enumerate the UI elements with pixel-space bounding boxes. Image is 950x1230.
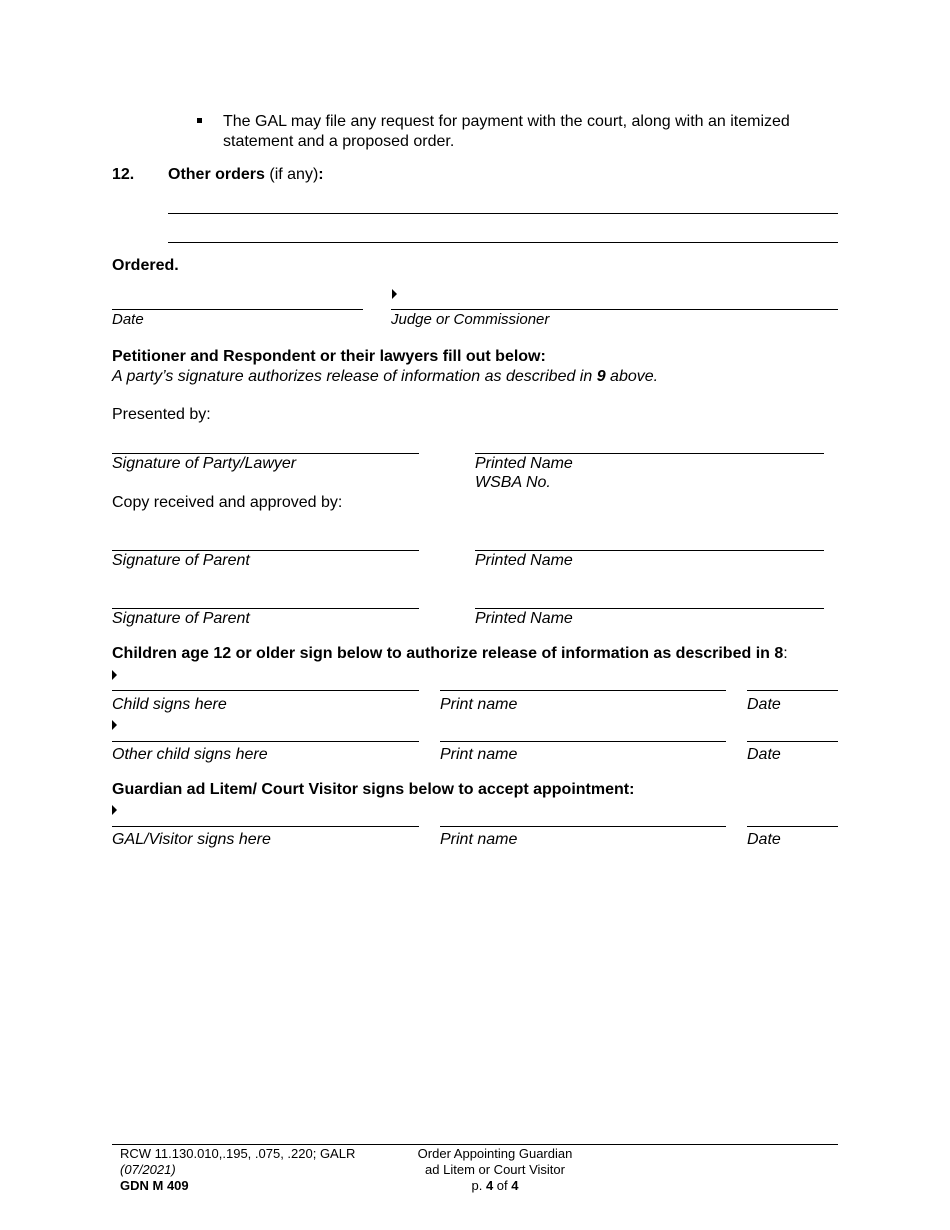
- child1-signature-label: Child signs here: [112, 696, 227, 713]
- judge-signature-line[interactable]: [391, 309, 838, 310]
- petitioner-heading: Petitioner and Respondent or their lawyers fill out below:: [112, 348, 546, 365]
- gal-arrow-icon: [112, 805, 117, 815]
- gal-print-line[interactable]: [440, 826, 726, 827]
- page-prefix: p.: [471, 1178, 486, 1193]
- parent2-name-label: Printed Name: [475, 610, 573, 627]
- party-signature-label: Signature of Party/Lawyer: [112, 455, 297, 472]
- parent1-signature-line[interactable]: [112, 550, 419, 551]
- note-post: above.: [605, 368, 659, 385]
- child2-signature-line[interactable]: [112, 741, 419, 742]
- child1-signature-line[interactable]: [112, 690, 419, 691]
- child2-print-line[interactable]: [440, 741, 726, 742]
- footer-left: [120, 1146, 355, 1194]
- note-num: 9: [596, 368, 606, 385]
- child2-print-label: Print name: [440, 746, 518, 763]
- children-heading-colon: :: [783, 645, 788, 662]
- printed-name-line[interactable]: [475, 453, 824, 454]
- footer-title-line1: Order Appointing Guardian: [417, 1146, 573, 1161]
- party-signature-line[interactable]: [112, 453, 419, 454]
- bullet-text: The GAL may file any request for payment with the court, along with an itemized statement and a proposed order.: [223, 113, 790, 150]
- gal-print-label: Print name: [440, 831, 518, 848]
- other-orders-line-2[interactable]: [168, 242, 838, 243]
- page-total: 4: [511, 1178, 519, 1193]
- presented-by-label: Presented by:: [112, 406, 211, 423]
- gal-signature-line[interactable]: [112, 826, 419, 827]
- parent2-signature-label: Signature of Parent: [112, 610, 250, 627]
- child2-date-label: Date: [747, 746, 781, 763]
- child-signature-arrow-icon: [112, 670, 117, 680]
- section-title-suffix: (if any): [264, 166, 319, 183]
- printed-name-label: Printed Name: [475, 455, 573, 472]
- footer-page: [395, 1178, 595, 1194]
- copy-received-label: Copy received and approved by:: [112, 494, 343, 511]
- footer-form-code: GDN M 409: [120, 1178, 189, 1193]
- footer-rule: [112, 1144, 838, 1145]
- signature-arrow-icon: [392, 289, 397, 299]
- section-title: [168, 166, 324, 184]
- other-orders-line-1[interactable]: [168, 213, 838, 214]
- petitioner-note: [112, 368, 658, 386]
- page-of: of: [493, 1178, 512, 1193]
- section-title-colon: :: [318, 166, 324, 183]
- other-child-arrow-icon: [112, 720, 117, 730]
- page-number: 4: [485, 1178, 494, 1193]
- children-heading-main: Children age 12 or older sign below to authorize release of information as described in 8: [112, 645, 784, 662]
- wsba-label: WSBA No.: [475, 474, 551, 491]
- child1-date-label: Date: [747, 696, 781, 713]
- parent1-name-line[interactable]: [475, 550, 824, 551]
- child2-signature-label: Other child signs here: [112, 746, 268, 763]
- child1-print-line[interactable]: [440, 690, 726, 691]
- parent1-name-label: Printed Name: [475, 552, 573, 569]
- gal-signature-label: GAL/Visitor signs here: [112, 831, 271, 848]
- footer-rcw: RCW 11.130.010,.195, .075, .220; GALR: [120, 1146, 356, 1161]
- gal-date-label: Date: [747, 831, 781, 848]
- parent2-signature-line[interactable]: [112, 608, 419, 609]
- date-line[interactable]: [112, 309, 363, 310]
- child2-date-line[interactable]: [747, 741, 838, 742]
- footer-center: [395, 1146, 595, 1194]
- judge-label: Judge or Commissioner: [391, 311, 550, 328]
- parent1-signature-label: Signature of Parent: [112, 552, 250, 569]
- child1-print-label: Print name: [440, 696, 518, 713]
- footer-revision: (07/2021): [120, 1162, 176, 1177]
- ordered-heading: Ordered.: [112, 257, 179, 274]
- date-label: Date: [112, 311, 144, 328]
- gal-date-line[interactable]: [747, 826, 838, 827]
- note-pre: A party’s signature authorizes release of information as described in: [112, 368, 597, 385]
- parent2-name-line[interactable]: [475, 608, 824, 609]
- footer-title-line2: ad Litem or Court Visitor: [425, 1162, 565, 1177]
- section-number: 12.: [112, 166, 135, 183]
- section-title-bold: Other orders: [168, 166, 265, 183]
- gal-heading: Guardian ad Litem/ Court Visitor signs below to accept appointment:: [112, 781, 635, 798]
- child1-date-line[interactable]: [747, 690, 838, 691]
- bullet-marker: [197, 118, 202, 123]
- children-heading: [112, 645, 788, 663]
